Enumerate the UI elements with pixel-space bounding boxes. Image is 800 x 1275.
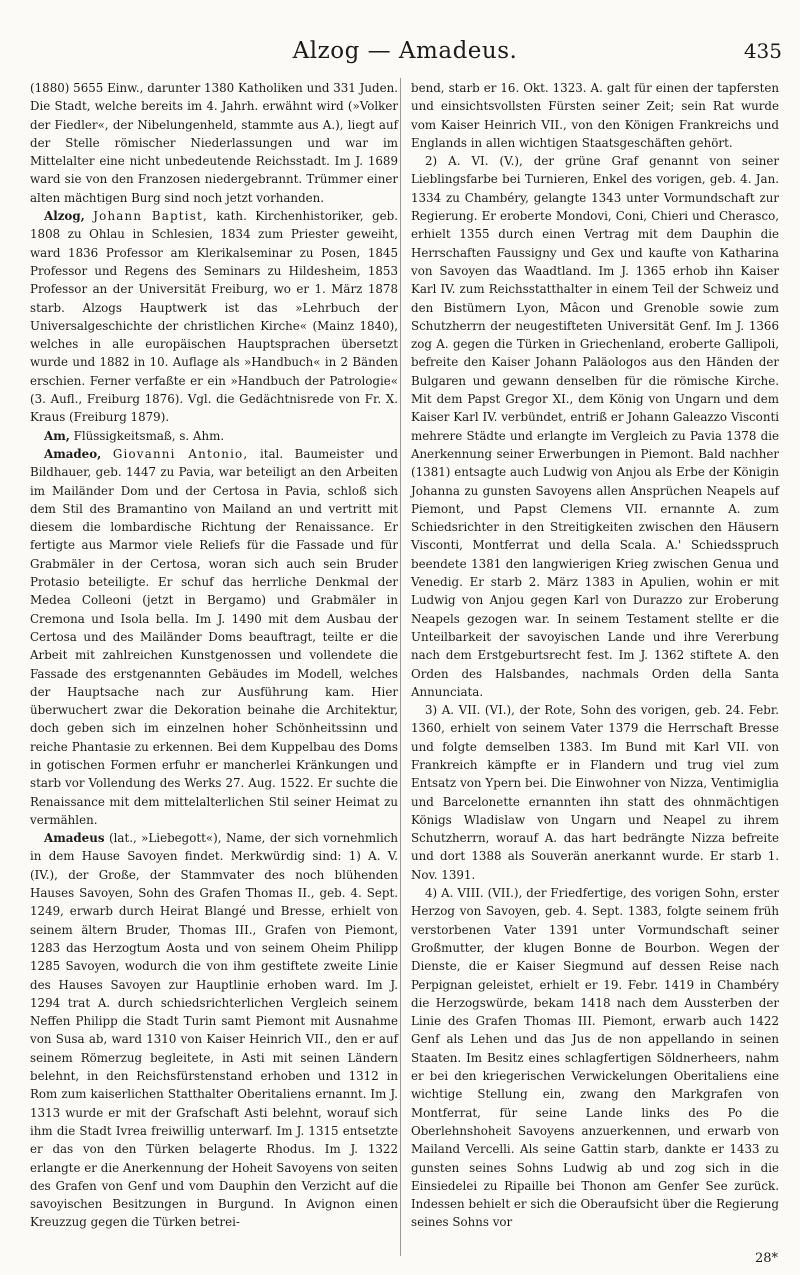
signature-mark: 28* (754, 1251, 778, 1266)
entry-text: (1880) 5655 Einw., darunter 1380 Katholiken und 331 Juden. Die Stadt, welche bereits im 4. Jahrh. erwähnt wird (»Volker der Fiedler«, der Nibelungenheld, stammte aus A.), liegt auf der Stelle römischer Niederlassungen und war im Mittelalter eine nicht unbedeutende Reichsstadt. Im J. 1689 ward sie von den Franzosen niedergebrannt. Trümmer einer alten mächtigen Burg sind noch jetzt vorhanden. (30, 81, 398, 205)
person-name: Giovanni Antonio, (112, 446, 249, 461)
entry-alzog (30, 207, 398, 427)
page-number: 435 (743, 39, 782, 63)
entry-text: bend, starb er 16. Okt. 1323. A. galt für einen der tapfersten und einsichtsvollsten Fürsten seiner Zeit; sein Rat wurde vom Kaiser Heinrich VII., von den Königen Frankreichs und Englands in allen wichtigen Staatsgeschäften gehört. (411, 81, 779, 150)
entry-amadeus-3 (411, 701, 779, 884)
entry-alzey-continued (30, 79, 398, 207)
person-name: Johann Baptist, (93, 209, 208, 224)
entry-amadeus-4 (411, 884, 779, 1232)
left-column (30, 79, 398, 1232)
headword: Amadeo, (44, 446, 102, 461)
entry-amadeus (30, 829, 398, 1232)
entry-amadeo (30, 445, 398, 829)
column-divider (400, 78, 401, 1256)
headword: Alzog, (44, 209, 85, 224)
right-column (411, 79, 779, 1232)
entry-text: 3) A. VII. (VI.), der Rote, Sohn des vorigen, geb. 24. Febr. 1360, erhielt von seinem Vater 1379 die Herrschaft Bresse und folgte demselben 1383. Im Bund mit Karl VII. von Frankreich kämpfte er in Flandern und trug viel zum Entsatz von Ypern bei. Die Einwohner von Nizza, Ventimiglia und Barcelonette ernannten ihn statt des ohnmächtigen Königs Wladislaw von Ungarn und Neapel zu ihrem Schutzherrn, worauf A. das hart bedrängte Nizza befreite und dort 1388 als Souverän anerkannt wurde. Er starb 1. Nov. 1391. (411, 703, 779, 882)
headword: Amadeus (44, 831, 105, 846)
entry-text: (lat., »Liebegott«), Name, der sich vornehmlich in dem Hause Savoyen findet. Merkwürdig sind: 1) A. V. (IV.), der Große, der Stammvater des noch blühenden Hauses Savoyen, Sohn des Grafen Thomas II., geb. 4. Sept. 1249, erwarb durch Heirat Blangé und Bresse, erhielt von seinem ältern Bruder, Thomas III., Grafen von Piemont, 1283 das Herzogtum Aosta und von seinem Oheim Philipp 1285 Savoyen, wodurch die von ihm gestiftete zweite Linie des Hauses Savoyen zur Hauptlinie erhoben ward. Im J. 1294 trat A. durch schiedsrichterlichen Vergleich seinem Neffen Philipp die Stadt Turin samt Piemont mit Ausnahme von Susa ab, ward 1310 von Kaiser Heinrich VII., den er auf seinem Römerzug begleitete, in Asti mit seinen Ländern belehnt, in den Reichsfürstenstand erhoben und 1312 in Rom zum kaiserlichen Statthalter Oberitaliens ernannt. Im J. 1313 wurde er mit der Grafschaft Asti belehnt, worauf sich ihm die Stadt Ivrea freiwillig unterwarf. Im J. 1315 entsetzte er das von den Türken belagerte Rhodus. Im J. 1322 erlangte er die Anerkennung der Hoheit Savoyens von seiten des Grafen von Genf und vom Dauphin den Verzicht auf die savoyischen Besitzungen in Burgund. In Avignon einen Kreuzzug gegen die Türken betrei- (30, 831, 399, 1230)
entry-text: 2) A. VI. (V.), der grüne Graf genannt von seiner Lieblingsfarbe bei Turnieren, Enkel des vorigen, geb. 4. Jan. 1334 zu Chambéry, gelangte 1343 unter Vormundschaft zur Regierung. Er eroberte Mondovi, Coni, Chieri und Cherasco, erhielt 1355 durch einen Vertrag mit dem Dauphin die Herrschaften Faussigny und Gex und kaufte von Katharina von Savoyen das Waadtland. Im J. 1365 erhob ihn Kaiser Karl IV. zum Reichsstatthalter in einem Teil der Schweiz und den Bistümern Lyon, Mâcon und Grenoble sowie zum Schutzherrn der neugestifteten Universität Genf. Im J. 1366 zog A. gegen die Türken in Griechenland, eroberte Gallipoli, befreite den Kaiser Johann Paläologos aus den Händen der Bulgaren und gewann denselben für die römische Kirche. Mit dem Papst Gregor XI., dem König von Ungarn und dem Kaiser Karl IV. verbündet, entriß er Johann Galeazzo Visconti mehrere Städte und erlangte im Vergleich zu Pavia 1378 die Anerkennung seiner Erwerbungen in Piemont. Bald nachher (1381) entsagte auch Ludwig von Anjou als Erbe der Königin Johanna zu gunsten Savoyens allen Ansprüchen Neapels auf Piemont, und Papst Clemens VII. ernannte A. zum Schiedsrichter in den Streitigkeiten zwischen den Häusern Visconti, Montferrat und della Scala. A.' Schiedsspruch beendete 1381 den langwierigen Krieg zwischen Genua und Venedig. Er starb 2. März 1383 in Apulien, wohin er mit Ludwig von Anjou gegen Karl von Durazzo zur Eroberung Neapels gezogen war. In seinem Testament stellte er die Unteilbarkeit der savoyischen Lande und ihre Vererbung nach dem Erstgeburtsrecht fest. Im J. 1362 stiftete A. den Orden des Halsbandes, nachmals Orden della Santa Annunciata. (411, 154, 779, 699)
entry-text: 4) A. VIII. (VII.), der Friedfertige, des vorigen Sohn, erster Herzog von Savoyen, geb. 4. Sept. 1383, folgte seinem früh verstorbenen Vater 1391 unter Vormundschaft seiner Großmutter, der klugen Bonne de Bourbon. Wegen der Dienste, die er Kaiser Siegmund auf dessen Reise nach Perpignan geleistet, erhielt er 19. Febr. 1419 in Chambéry die Herzogswürde, bekam 1418 nach dem Aussterben der Linie des Grafen Thomas III. Piemont, erwarb auch 1422 Genf als Lehen und das Jus de non appellando in seinen Staaten. Im Besitz eines schlagfertigen Söldnerheers, nahm er bei den kriegerischen Verwickelungen Oberitaliens eine wichtige Stellung ein, zwang den Markgrafen von Montferrat, für seine Lande links des Po die Oberlehnshoheit Savoyens anzuerkennen, und erwarb von Mailand Vercelli. Als seine Gattin starb, dankte er 1433 zu gunsten seines Sohns Ludwig ab und zog sich in die Einsiedelei zu Ripaille bei Thonon am Genfer See zurück. Indessen behielt er sich die Oberaufsicht über die Regierung seines Sohns vor (411, 886, 779, 1230)
entry-amadeus-2 (411, 152, 779, 701)
entry-text: ital. Baumeister und Bildhauer, geb. 1447 zu Pavia, war beteiligt an den Arbeiten im Mailänder Dom und der Certosa in Pavia, schloß sich dem Stil des Bramantino von Mailand an und vertritt mit diesem die lombardische Richtung der Renaissance. Er fertigte aus Marmor viele Reliefs für die Fassade und für Grabmäler in der Certosa, woran sich auch sein Bruder Protasio beteiligte. Er schuf das herrliche Denkmal der Medea Colleoni (jetzt in Bergamo) und Grabmäler in Cremona und Isola bella. Im J. 1490 mit dem Ausbau der Certosa und des Mailänder Doms beauftragt, teilte er die Arbeit mit zahlreichen Kunstgenossen und vollendete die Fassade des erstgenannten Gebäudes im Modell, welches der Hauptsache nach zur Ausführung kam. Hier überwuchert zwar die Dekoration beinahe die Architektur, doch geben sich im einzelnen hoher Schönheitssinn und reiche Phantasie zu erkennen. Bei dem Kuppelbau des Doms in gotischen Formen erfuhr er mancherlei Kränkungen und starb vor Vollendung des Werks 27. Aug. 1522. Er suchte die Renaissance mit dem mittelalterlichen Stil seiner Heimat zu vermählen. (30, 446, 399, 827)
headword: Am, (44, 428, 70, 443)
page-header (28, 38, 782, 68)
entry-text: Flüssigkeitsmaß, s. Ahm. (73, 428, 225, 443)
running-title: Alzog — Amadeus. (292, 38, 518, 64)
entry-am (30, 427, 398, 445)
entry-text: kath. Kirchenhistoriker, geb. 1808 zu Ohlau in Schlesien, 1834 zum Priester geweiht, ward 1836 Professor am Klerikalseminar zu Posen, 1845 Professor und Regens des Seminars zu Hildesheim, 1853 Professor an der Universität Freiburg, wo er 1. März 1878 starb. Alzogs Hauptwerk ist das »Lehrbuch der Universalgeschichte der christlichen Kirche« (Mainz 1840), welches in alle europäischen Hauptsprachen übersetzt wurde und 1882 in 10. Auflage als »Handbuch« in 2 Bänden erschien. Ferner verfaßte er ein »Handbuch der Patrologie« (3. Aufl., Freiburg 1876). Vgl. die Gedächtnisrede von Fr. X. Kraus (Freiburg 1879). (30, 209, 399, 425)
entry-amadeus-1-continued (411, 79, 779, 152)
